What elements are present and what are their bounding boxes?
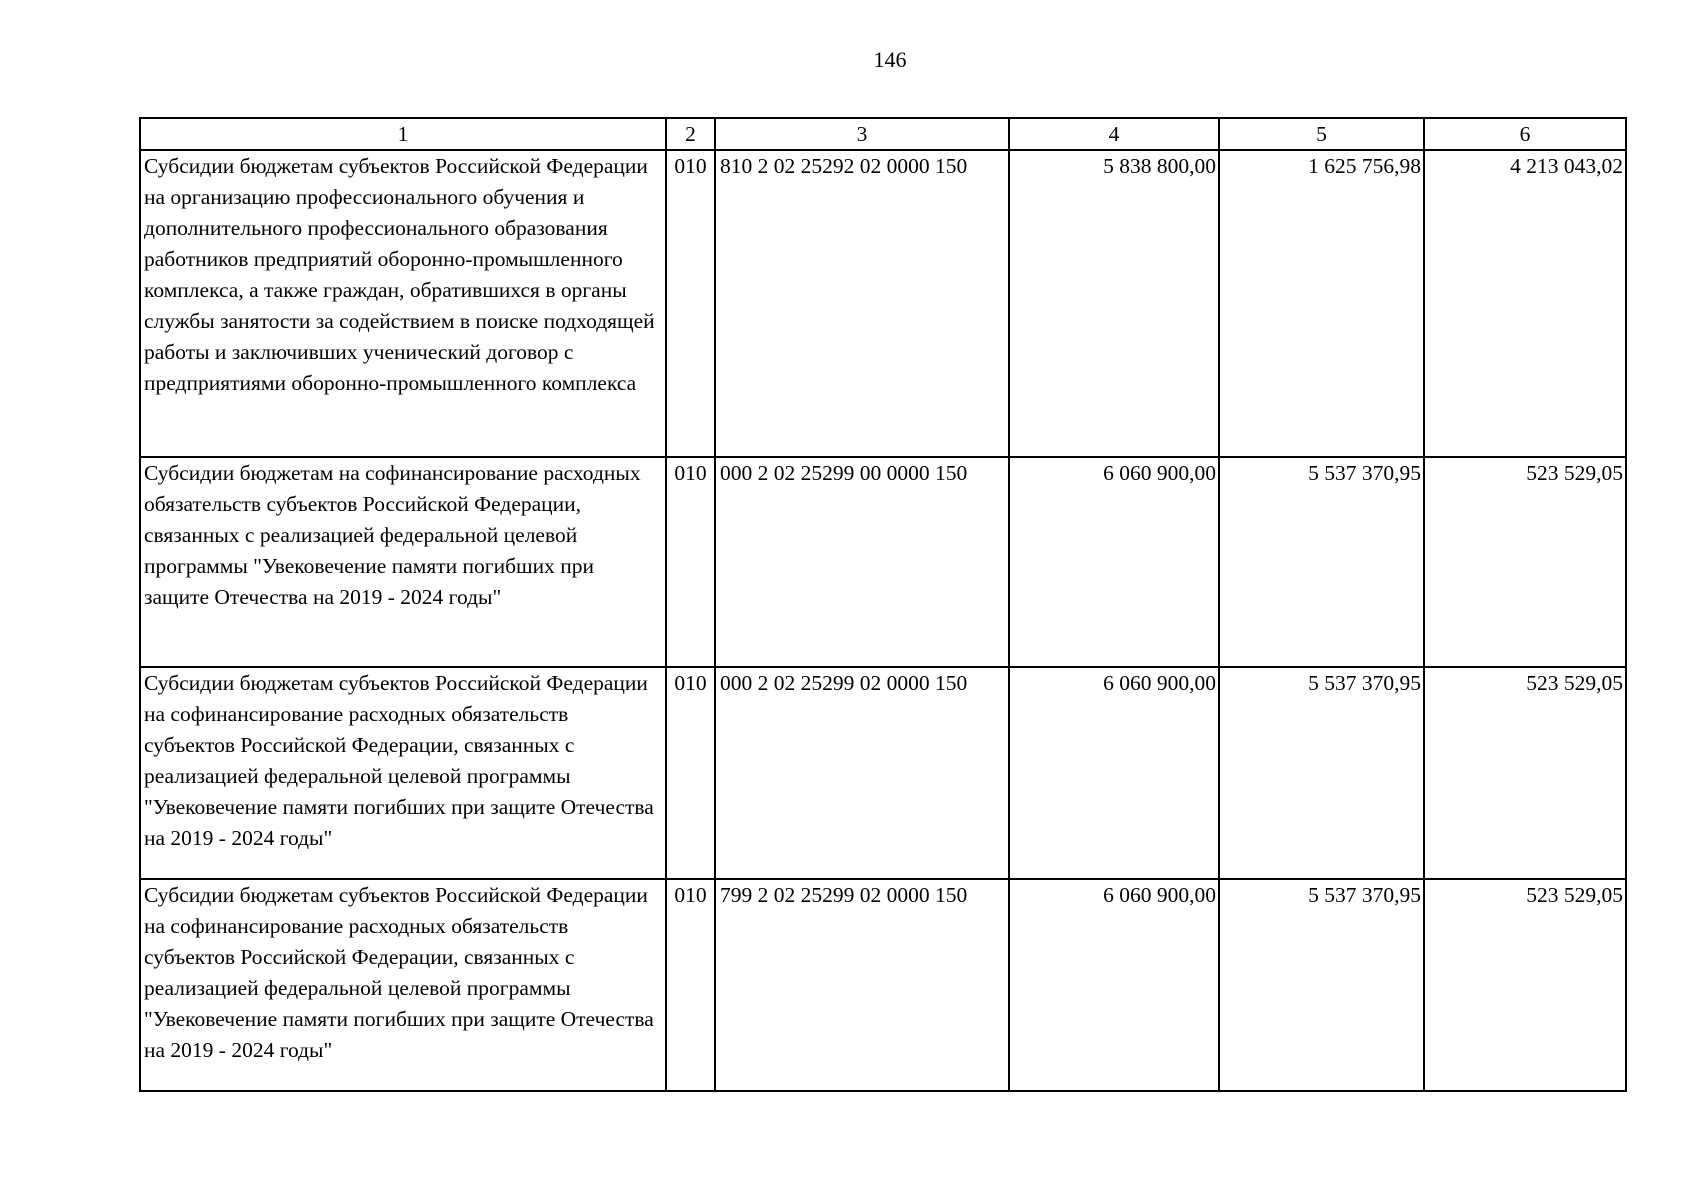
- row-col5-value: 5 537 370,95: [1219, 879, 1424, 1091]
- row-admin-code-cell: 010: [666, 879, 715, 1091]
- row-name-cell: Субсидии бюджетам субъектов Российской Федерации на организацию профессионального обучения и дополнительного профессионального образования работников предприятий оборонно-промышленного комплекса, а также граждан, обратившихся в органы службы занятости за содействием в поиске подходящей работы и заключивших ученический договор с предприятиями оборонно-промышленного комплекса: [140, 150, 666, 457]
- row-col4-value: 6 060 900,00: [1009, 879, 1219, 1091]
- row-budget-code-cell: 799 2 02 25299 02 0000 150: [715, 879, 1009, 1091]
- row-col6-value: 523 529,05: [1424, 457, 1626, 667]
- row-col6-value: 4 213 043,02: [1424, 150, 1626, 457]
- row-col4-value: 6 060 900,00: [1009, 667, 1219, 879]
- column-header-4: 4: [1009, 118, 1219, 150]
- row-col4-value: 5 838 800,00: [1009, 150, 1219, 457]
- row-budget-code-cell: 810 2 02 25292 02 0000 150: [715, 150, 1009, 457]
- budget-table: [139, 117, 1627, 1092]
- row-col6-value: 523 529,05: [1424, 667, 1626, 879]
- row-admin-code-cell: 010: [666, 667, 715, 879]
- row-col5-value: 1 625 756,98: [1219, 150, 1424, 457]
- row-budget-code-cell: 000 2 02 25299 00 0000 150: [715, 457, 1009, 667]
- row-col5-value: 5 537 370,95: [1219, 667, 1424, 879]
- row-col6-value: 523 529,05: [1424, 879, 1626, 1091]
- column-header-1: 1: [140, 118, 666, 150]
- table-row: [140, 879, 1626, 1091]
- row-name-cell: Субсидии бюджетам субъектов Российской Федерации на софинансирование расходных обязательств субъектов Российской Федерации, связанных с реализацией федеральной целевой программы "Увековечение памяти погибших при защите Отечества на 2019 - 2024 годы": [140, 879, 666, 1091]
- column-header-6: 6: [1424, 118, 1626, 150]
- table-header-row: [140, 118, 1626, 150]
- row-name-cell: Субсидии бюджетам на софинансирование расходных обязательств субъектов Российской Федерации, связанных с реализацией федеральной целевой программы "Увековечение памяти погибших при защите Отечества на 2019 - 2024 годы": [140, 457, 666, 667]
- page-number: 146: [873, 47, 907, 72]
- row-col4-value: 6 060 900,00: [1009, 457, 1219, 667]
- column-header-2: 2: [666, 118, 715, 150]
- row-name-cell: Субсидии бюджетам субъектов Российской Федерации на софинансирование расходных обязательств субъектов Российской Федерации, связанных с реализацией федеральной целевой программы "Увековечение памяти погибших при защите Отечества на 2019 - 2024 годы": [140, 667, 666, 879]
- row-admin-code-cell: 010: [666, 150, 715, 457]
- row-col5-value: 5 537 370,95: [1219, 457, 1424, 667]
- row-admin-code-cell: 010: [666, 457, 715, 667]
- column-header-3: 3: [715, 118, 1009, 150]
- table-row: [140, 457, 1626, 667]
- column-header-5: 5: [1219, 118, 1424, 150]
- table-row: [140, 150, 1626, 457]
- table-row: [140, 667, 1626, 879]
- row-budget-code-cell: 000 2 02 25299 02 0000 150: [715, 667, 1009, 879]
